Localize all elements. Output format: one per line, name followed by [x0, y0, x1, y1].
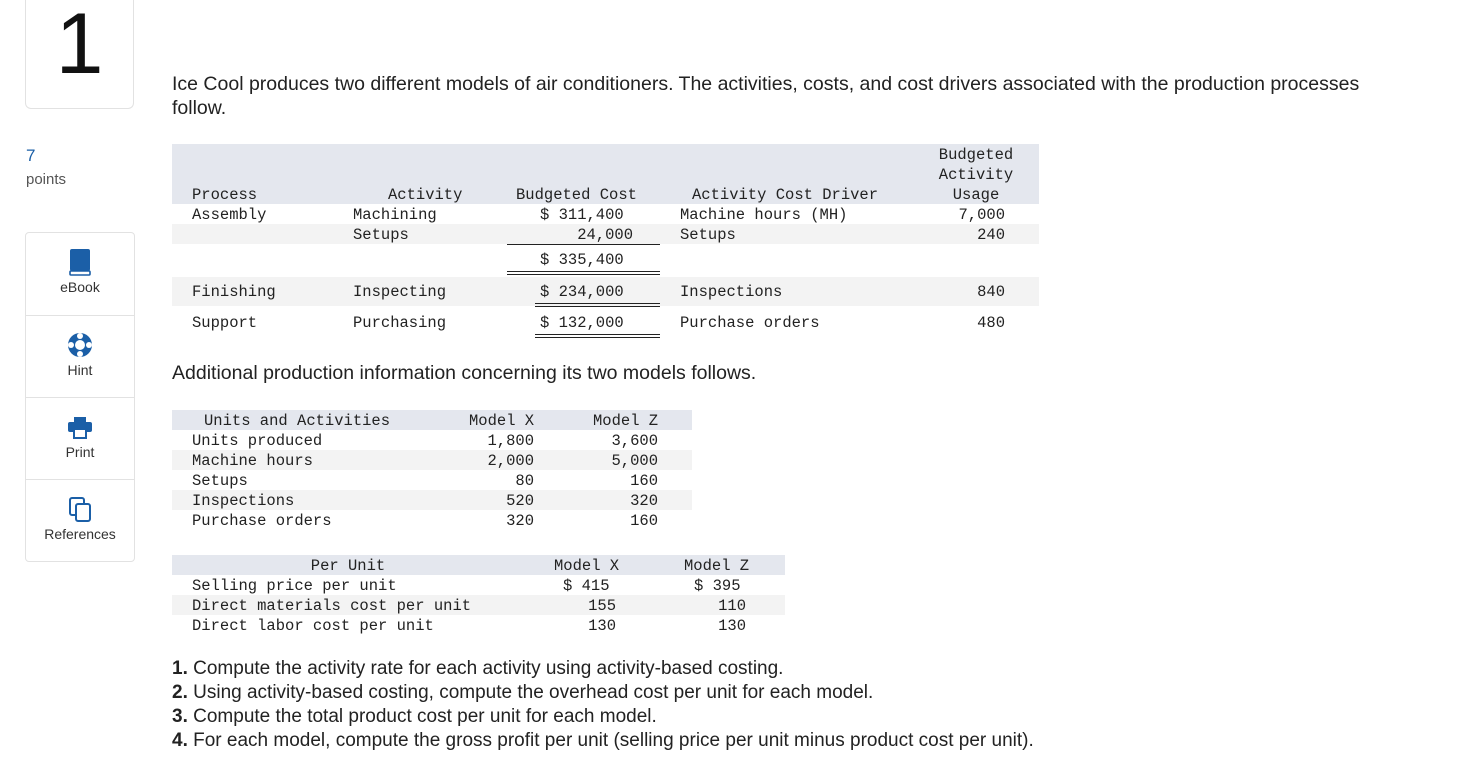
col-header-per-unit: Per Unit	[310, 557, 386, 575]
col-header-usage: Usage	[952, 186, 1000, 204]
ebook-button[interactable]	[26, 233, 134, 315]
per-unit-label-cell: Direct materials cost per unit	[192, 597, 472, 615]
model-z-cell: 160	[630, 512, 658, 530]
question-number: 1	[55, 0, 104, 92]
activity-cell: Setups	[353, 226, 409, 244]
col-header-model-x: Model X	[554, 557, 620, 575]
printer-icon	[66, 412, 94, 442]
task-number: 1.	[172, 658, 188, 679]
references-label: References	[44, 526, 116, 542]
model-x-cell: 130	[588, 617, 616, 635]
task-number: 2.	[172, 682, 188, 703]
references-button[interactable]	[26, 479, 134, 562]
activity-cell: Purchasing	[353, 314, 447, 332]
cost-cell: 24,000	[577, 226, 633, 244]
driver-cell: Inspections	[680, 283, 783, 301]
col-header-units: Units and Activities	[204, 412, 391, 430]
model-z-cell: $ 395	[694, 577, 741, 595]
model-x-cell: 2,000	[487, 452, 534, 470]
process-cell: Support	[192, 314, 258, 332]
activity-cell: Inspecting	[353, 283, 447, 301]
per-unit-label-cell: Selling price per unit	[192, 577, 397, 595]
model-z-cell: 130	[718, 617, 746, 635]
task-text: For each model, compute the gross profit per unit (selling price per unit minus product cost per unit).	[187, 730, 1034, 751]
col-header-usage: Activity	[938, 166, 1014, 184]
task-number: 3.	[172, 706, 188, 727]
print-button[interactable]	[26, 397, 134, 480]
task-text: Compute the total product cost per unit for each model.	[187, 706, 657, 727]
activity-cell: Machining	[353, 206, 437, 224]
col-header-model-z: Model Z	[593, 412, 659, 430]
cost-subtotal-cell: $ 335,400	[540, 251, 624, 269]
model-x-cell: $ 415	[563, 577, 610, 595]
model-z-cell: 3,600	[611, 432, 658, 450]
total-double-rule	[535, 303, 660, 307]
model-x-cell: 1,800	[487, 432, 534, 450]
usage-cell: 7,000	[958, 206, 1005, 224]
process-cell: Finishing	[192, 283, 276, 301]
task-number: 4.	[172, 730, 188, 751]
driver-cell: Purchase orders	[680, 314, 820, 332]
col-header-model-x: Model X	[469, 412, 535, 430]
col-header-activity: Activity	[388, 186, 463, 204]
model-z-cell: 110	[718, 597, 746, 615]
additional-info-text: Additional production information concerning its two models follows.	[172, 362, 757, 384]
usage-cell: 840	[977, 283, 1005, 301]
print-label: Print	[65, 444, 95, 460]
col-header-process: Process	[192, 186, 258, 204]
cost-cell: $ 311,400	[540, 206, 624, 224]
model-x-cell: 320	[506, 512, 534, 530]
units-label-cell: Inspections	[192, 492, 295, 510]
model-x-cell: 520	[506, 492, 534, 510]
usage-cell: 480	[977, 314, 1005, 332]
units-label-cell: Units produced	[192, 432, 323, 450]
driver-cell: Machine hours (MH)	[680, 206, 848, 224]
subtotal-rule	[507, 244, 660, 245]
cost-cell: $ 234,000	[540, 283, 624, 301]
total-double-rule	[535, 334, 660, 338]
tools-panel	[25, 232, 135, 562]
model-x-cell: 155	[588, 597, 616, 615]
book-icon	[66, 247, 94, 277]
task-2	[172, 681, 873, 705]
driver-cell: Setups	[680, 226, 736, 244]
copy-icon	[66, 494, 94, 524]
lifebuoy-icon	[66, 330, 94, 360]
col-header-usage: Budgeted	[938, 146, 1014, 164]
model-z-cell: 5,000	[611, 452, 658, 470]
model-z-cell: 160	[630, 472, 658, 490]
units-label-cell: Machine hours	[192, 452, 313, 470]
cost-cell: $ 132,000	[540, 314, 624, 332]
model-z-cell: 320	[630, 492, 658, 510]
hint-label: Hint	[67, 362, 93, 378]
total-double-rule	[507, 271, 660, 275]
units-label-cell: Purchase orders	[192, 512, 332, 530]
units-label-cell: Setups	[192, 472, 248, 490]
task-1	[172, 657, 783, 681]
task-4	[172, 729, 1034, 753]
question-number-box	[25, 0, 134, 109]
points-label: points	[26, 171, 67, 188]
model-x-cell: 80	[515, 472, 534, 490]
task-text: Using activity-based costing, compute the overhead cost per unit for each model.	[187, 682, 874, 703]
hint-button[interactable]	[26, 315, 134, 398]
intro-text: Ice Cool produces two different models of air conditioners. The activities, costs, and cost drivers associated with the production processes follow.	[172, 73, 1360, 119]
ebook-label: eBook	[60, 279, 100, 295]
per-unit-label-cell: Direct labor cost per unit	[192, 617, 434, 635]
points-value: 7	[26, 146, 36, 165]
task-text: Compute the activity rate for each activity using activity-based costing.	[187, 658, 784, 679]
col-header-budgeted-cost: Budgeted Cost	[516, 186, 637, 204]
process-cell: Assembly	[192, 206, 267, 224]
col-header-cost-driver: Activity Cost Driver	[692, 186, 879, 204]
usage-cell: 240	[977, 226, 1005, 244]
col-header-model-z: Model Z	[684, 557, 750, 575]
task-3	[172, 705, 657, 729]
